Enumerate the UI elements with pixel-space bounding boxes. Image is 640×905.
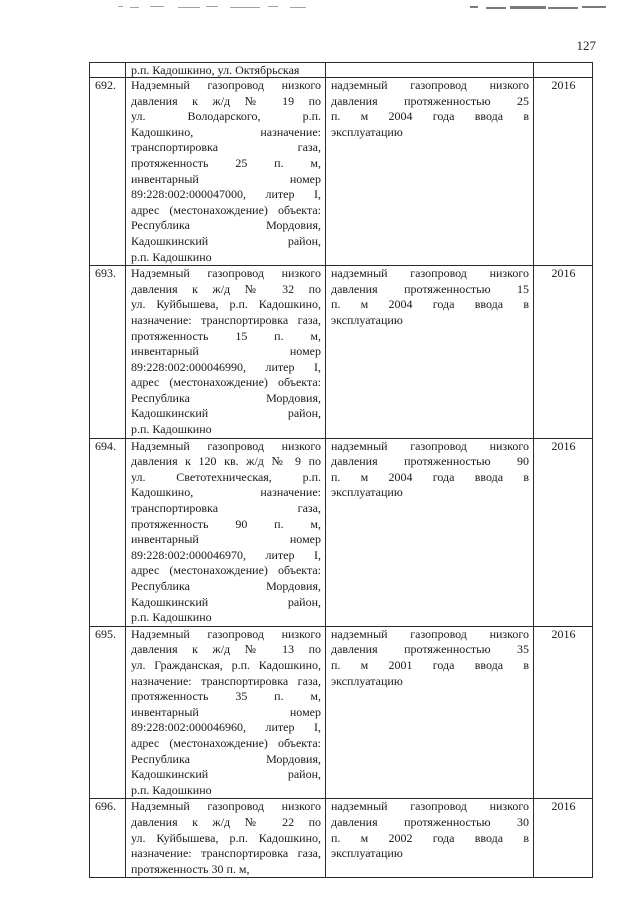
object-description-line: протяженность 25 п. м, bbox=[131, 155, 321, 170]
object-description-line: 89:228:002:000047000, литер I, bbox=[131, 187, 321, 202]
continuation-characteristics-cell bbox=[326, 63, 534, 78]
object-description bbox=[126, 78, 326, 266]
object-description-line: Республика Мордовия, bbox=[131, 751, 321, 766]
object-characteristics bbox=[326, 799, 534, 878]
object-description-line: давления к ж/д № 19 по bbox=[131, 93, 321, 108]
object-description-line: Надземный газопровод низкого bbox=[131, 799, 321, 814]
table-row bbox=[90, 626, 593, 799]
object-description-line: адрес (местонахождение) объекта: bbox=[131, 375, 321, 390]
object-description-line: ул. Гражданская, р.п. Кадошкино, bbox=[131, 657, 321, 672]
page-number: 127 bbox=[576, 38, 596, 53]
object-description-line: р.п. Кадошкино bbox=[131, 422, 212, 437]
object-description-line: Кадошкинский район, bbox=[131, 233, 321, 248]
object-description-line: назначение: транспортировка газа, bbox=[131, 312, 321, 327]
row-number: 694. bbox=[90, 438, 126, 626]
continuation-number-cell bbox=[90, 63, 126, 78]
year: 2016 bbox=[534, 266, 593, 439]
object-characteristics-line: надземный газопровод низкого bbox=[331, 438, 529, 453]
object-description-line: транспортировка газа, bbox=[131, 140, 321, 155]
object-description-line: 89:228:002:000046960, литер I, bbox=[131, 720, 321, 735]
object-characteristics-line: давления протяженностью 30 bbox=[331, 814, 529, 829]
object-description-line: давления к ж/д № 22 по bbox=[131, 814, 321, 829]
object-characteristics-line: эксплуатацию bbox=[331, 485, 403, 500]
object-description-line: давления к 120 кв. ж/д № 9 по bbox=[131, 454, 321, 469]
object-characteristics-line: давления протяженностью 25 bbox=[331, 93, 529, 108]
object-description-line: Республика Мордовия, bbox=[131, 579, 321, 593]
object-description-line: р.п. Кадошкино bbox=[131, 782, 212, 797]
object-characteristics-line: п. м 2002 года ввода в bbox=[331, 830, 529, 845]
object-description bbox=[126, 626, 326, 799]
year: 2016 bbox=[534, 799, 593, 878]
object-description-line: адрес (местонахождение) объекта: bbox=[131, 735, 321, 750]
object-description-line: Республика Мордовия, bbox=[131, 390, 321, 405]
object-description-line: Надземный газопровод низкого bbox=[131, 78, 321, 92]
object-characteristics-line: эксплуатацию bbox=[331, 124, 403, 139]
object-description-line: Кадошкино, назначение: bbox=[131, 485, 321, 500]
row-number: 693. bbox=[90, 266, 126, 439]
object-description-line: инвентарный номер bbox=[131, 344, 321, 359]
continuation-address-cell bbox=[126, 63, 326, 78]
object-description-line: Надземный газопровод низкого bbox=[131, 438, 321, 453]
object-characteristics bbox=[326, 78, 534, 266]
table-row-continuation bbox=[90, 63, 593, 78]
object-characteristics-line: эксплуатацию bbox=[331, 673, 403, 688]
object-description-line: давления к ж/д № 32 по bbox=[131, 281, 321, 296]
object-description-line: Надземный газопровод низкого bbox=[131, 266, 321, 281]
year: 2016 bbox=[534, 626, 593, 799]
table-row bbox=[90, 799, 593, 878]
object-characteristics bbox=[326, 438, 534, 626]
object-description-line: инвентарный номер bbox=[131, 532, 321, 547]
object-description bbox=[126, 438, 326, 626]
object-description-line: р.п. Кадошкино bbox=[131, 610, 212, 625]
object-description-line: 89:228:002:000046990, литер I, bbox=[131, 359, 321, 374]
object-description-line: Кадошкинский район, bbox=[131, 594, 321, 609]
object-characteristics-line: п. м 2004 года ввода в bbox=[331, 297, 529, 312]
object-characteristics-line: эксплуатацию bbox=[331, 312, 403, 327]
object-characteristics-line: п. м 2001 года ввода в bbox=[331, 657, 529, 672]
object-description-line: Кадошкинский район, bbox=[131, 767, 321, 782]
year: 2016 bbox=[534, 78, 593, 266]
object-description-line: протяженность 90 п. м, bbox=[131, 516, 321, 531]
table-row bbox=[90, 78, 593, 266]
object-description-line: давления к ж/д № 13 по bbox=[131, 642, 321, 657]
object-description-line: адрес (местонахождение) объекта: bbox=[131, 202, 321, 217]
object-characteristics-line: давления протяженностью 35 bbox=[331, 642, 529, 657]
object-description-line: назначение: транспортировка газа, bbox=[131, 673, 321, 688]
object-characteristics-line: надземный газопровод низкого bbox=[331, 78, 529, 92]
continuation-year-cell bbox=[534, 63, 593, 78]
row-number: 695. bbox=[90, 626, 126, 799]
object-description-line: 89:228:002:000046970, литер I, bbox=[131, 547, 321, 562]
object-characteristics-line: надземный газопровод низкого bbox=[331, 799, 529, 814]
object-description-line: инвентарный номер bbox=[131, 704, 321, 719]
object-description-line: р.п. Кадошкино bbox=[131, 249, 212, 264]
object-description bbox=[126, 266, 326, 439]
object-description-line: назначение: транспортировка газа, bbox=[131, 846, 321, 861]
object-description-line: адрес (местонахождение) объекта: bbox=[131, 563, 321, 578]
object-description bbox=[126, 799, 326, 878]
object-description-line: протяженность 30 п. м, bbox=[131, 861, 250, 876]
property-registry-table bbox=[89, 62, 593, 878]
object-characteristics bbox=[326, 266, 534, 439]
object-description-line: ул. Володарского, р.п. bbox=[131, 109, 321, 124]
object-description-line: протяженность 35 п. м, bbox=[131, 689, 321, 704]
object-description-line: инвентарный номер bbox=[131, 171, 321, 186]
object-description-line: транспортировка газа, bbox=[131, 501, 321, 516]
object-description-line: протяженность 15 п. м, bbox=[131, 328, 321, 343]
object-description-line: ул. Куйбышева, р.п. Кадошкино, bbox=[131, 297, 321, 312]
object-characteristics-line: давления протяженностью 90 bbox=[331, 454, 529, 469]
object-characteristics-line: эксплуатацию bbox=[331, 846, 403, 861]
object-description-line: Республика Мордовия, bbox=[131, 218, 321, 233]
object-characteristics-line: п. м 2004 года ввода в bbox=[331, 469, 529, 484]
object-description-line: Кадошкинский район, bbox=[131, 406, 321, 421]
object-description-line: Кадошкино, назначение: bbox=[131, 124, 321, 139]
row-number: 692. bbox=[90, 78, 126, 266]
object-description-line: ул. Куйбышева, р.п. Кадошкино, bbox=[131, 830, 321, 845]
object-characteristics bbox=[326, 626, 534, 799]
object-characteristics-line: надземный газопровод низкого bbox=[331, 626, 529, 641]
object-characteristics-line: надземный газопровод низкого bbox=[331, 266, 529, 281]
table-row bbox=[90, 438, 593, 626]
object-description-line: Надземный газопровод низкого bbox=[131, 626, 321, 641]
object-characteristics-line: п. м 2004 года ввода в bbox=[331, 109, 529, 124]
table-row bbox=[90, 266, 593, 439]
continuation-text: р.п. Кадошкино, ул. Октябрьская bbox=[131, 63, 300, 77]
object-characteristics-line: давления протяженностью 15 bbox=[331, 281, 529, 296]
row-number: 696. bbox=[90, 799, 126, 878]
object-description-line: ул. Светотехническая, р.п. bbox=[131, 469, 321, 484]
scan-artifact-marks bbox=[0, 4, 640, 12]
year: 2016 bbox=[534, 438, 593, 626]
